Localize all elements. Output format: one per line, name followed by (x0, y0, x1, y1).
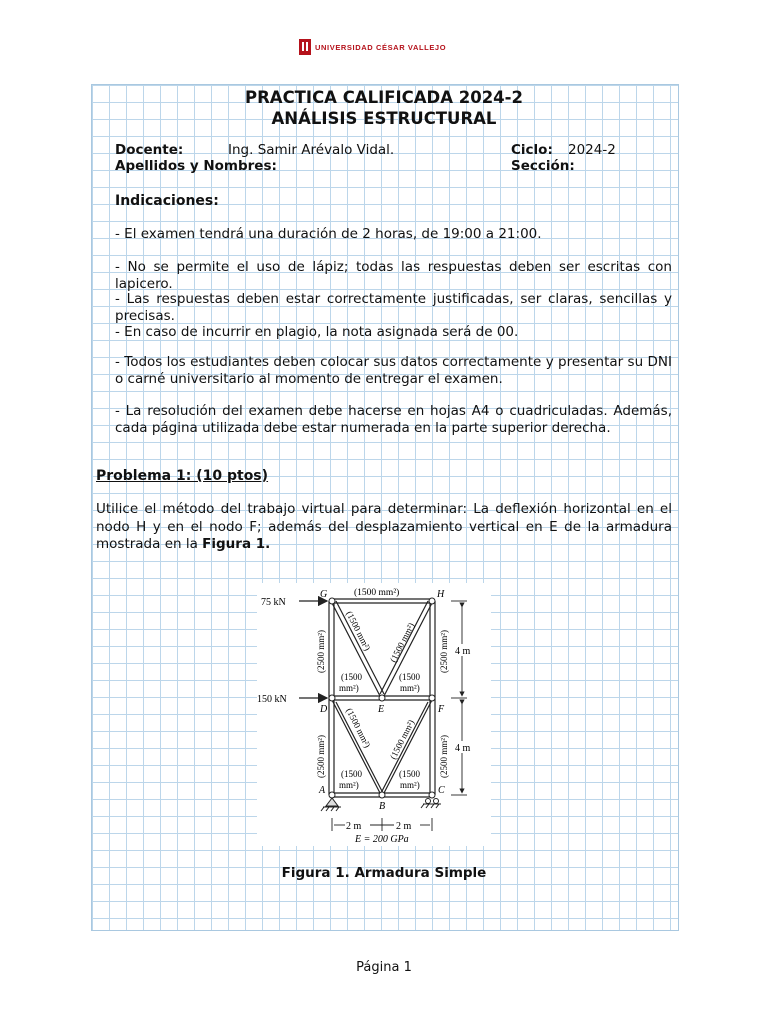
docente-value: Ing. Samir Arévalo Vidal. (228, 142, 395, 158)
indicacion-item: - No se permite el uso de lápiz; todas las respuestas deben ser escritas con lapicero. (115, 259, 672, 292)
ciclo-label: Ciclo: (511, 142, 553, 158)
problem-statement (96, 501, 672, 554)
university-shield-icon (299, 39, 311, 55)
node-label-G: G (320, 589, 328, 600)
vertical-dimension-lines (451, 601, 467, 795)
node-label-D: D (320, 704, 328, 715)
load-mid-label: 150 kN (257, 694, 287, 705)
dim-right-label: 2 m (396, 821, 412, 832)
page-number: Página 1 (356, 960, 412, 975)
nombres-label: Apellidos y Nombres: (115, 158, 277, 174)
support-pin-A (321, 798, 341, 811)
university-logo (299, 38, 446, 56)
support-roller-C (421, 799, 441, 809)
indicacion-item: - En caso de incurrir en plagio, la nota asignada será de 00. (115, 324, 519, 340)
indicacion-item: - El examen tendrá una duración de 2 horas, de 19:00 a 21:00. (115, 226, 542, 242)
node-label-B: B (379, 801, 386, 812)
area-label-right-upper-1: (1500 (399, 672, 420, 682)
indicacion-item: - La resolución del examen debe hacerse en hojas A4 o cuadriculadas. Además, cada página utilizada debe estar numerada en la parte superior derecha. (115, 403, 672, 436)
diag-right-upper-label: (1500 mm²) (387, 621, 417, 664)
col-right-upper-label: (2500 mm²) (439, 630, 449, 673)
col-left-lower-label: (2500 mm²) (316, 735, 326, 778)
diag-left-lower-label: (1500 mm²) (344, 706, 373, 750)
docente-label: Docente: (115, 142, 184, 158)
area-label-right-lower-2: mm²) (400, 780, 420, 790)
col-left-upper-label: (2500 mm²) (316, 630, 326, 673)
area-label-right-upper-2: mm²) (400, 683, 420, 693)
area-label-right-lower-1: (1500 (399, 769, 420, 779)
area-label-left-upper-1: (1500 (341, 672, 362, 682)
diag-right-lower-label: (1500 mm²) (387, 718, 417, 761)
figure-reference: Figura 1. (202, 536, 271, 552)
figure-caption: Figura 1. Armadura Simple (281, 865, 487, 881)
node-label-H: H (437, 589, 445, 600)
area-label-left-lower-2: mm²) (339, 780, 359, 790)
seccion-label: Sección: (511, 158, 575, 174)
area-label-left-lower-1: (1500 (341, 769, 362, 779)
dim-upper-label: 4 m (455, 646, 471, 657)
course-title: ANÁLISIS ESTRUCTURAL (271, 109, 497, 128)
university-name: UNIVERSIDAD CÉSAR VALLEJO (315, 42, 447, 52)
problem-text: Utilice el método del trabajo virtual para determinar: La deflexión horizontal en el nodo H y en el nodo F; además del desplazamiento vertical en E de la armadura mostrada en la (96, 501, 672, 552)
area-label-left-upper-2: mm²) (339, 683, 359, 693)
node-label-F: F (438, 704, 445, 715)
ciclo-value: 2024-2 (568, 142, 616, 158)
indicaciones-heading: Indicaciones: (115, 193, 219, 209)
truss-diagram (257, 583, 491, 846)
top-chord-label: (1500 mm²) (354, 588, 400, 598)
node-label-A: A (319, 785, 326, 796)
node-label-E: E (378, 704, 385, 715)
dim-left-label: 2 m (346, 821, 362, 832)
node-label-C: C (438, 785, 445, 796)
problem-heading: Problema 1: (10 ptos) (96, 468, 269, 484)
modulus-label: E = 200 GPa (355, 834, 409, 845)
indicacion-item: - Todos los estudiantes deben colocar sus datos correctamente y presentar su DNI o carné universitario al momento de entregar el examen. (115, 354, 672, 387)
diag-left-upper-label: (1500 mm²) (344, 609, 373, 653)
load-top-label: 75 kN (261, 597, 286, 608)
col-right-lower-label: (2500 mm²) (439, 735, 449, 778)
dim-lower-label: 4 m (455, 743, 471, 754)
truss-figure (257, 583, 491, 846)
indicacion-item: - Las respuestas deben estar correctamente justificadas, ser claras, sencillas y precisas. (115, 291, 672, 324)
exam-title: PRACTICA CALIFICADA 2024-2 (245, 88, 523, 107)
